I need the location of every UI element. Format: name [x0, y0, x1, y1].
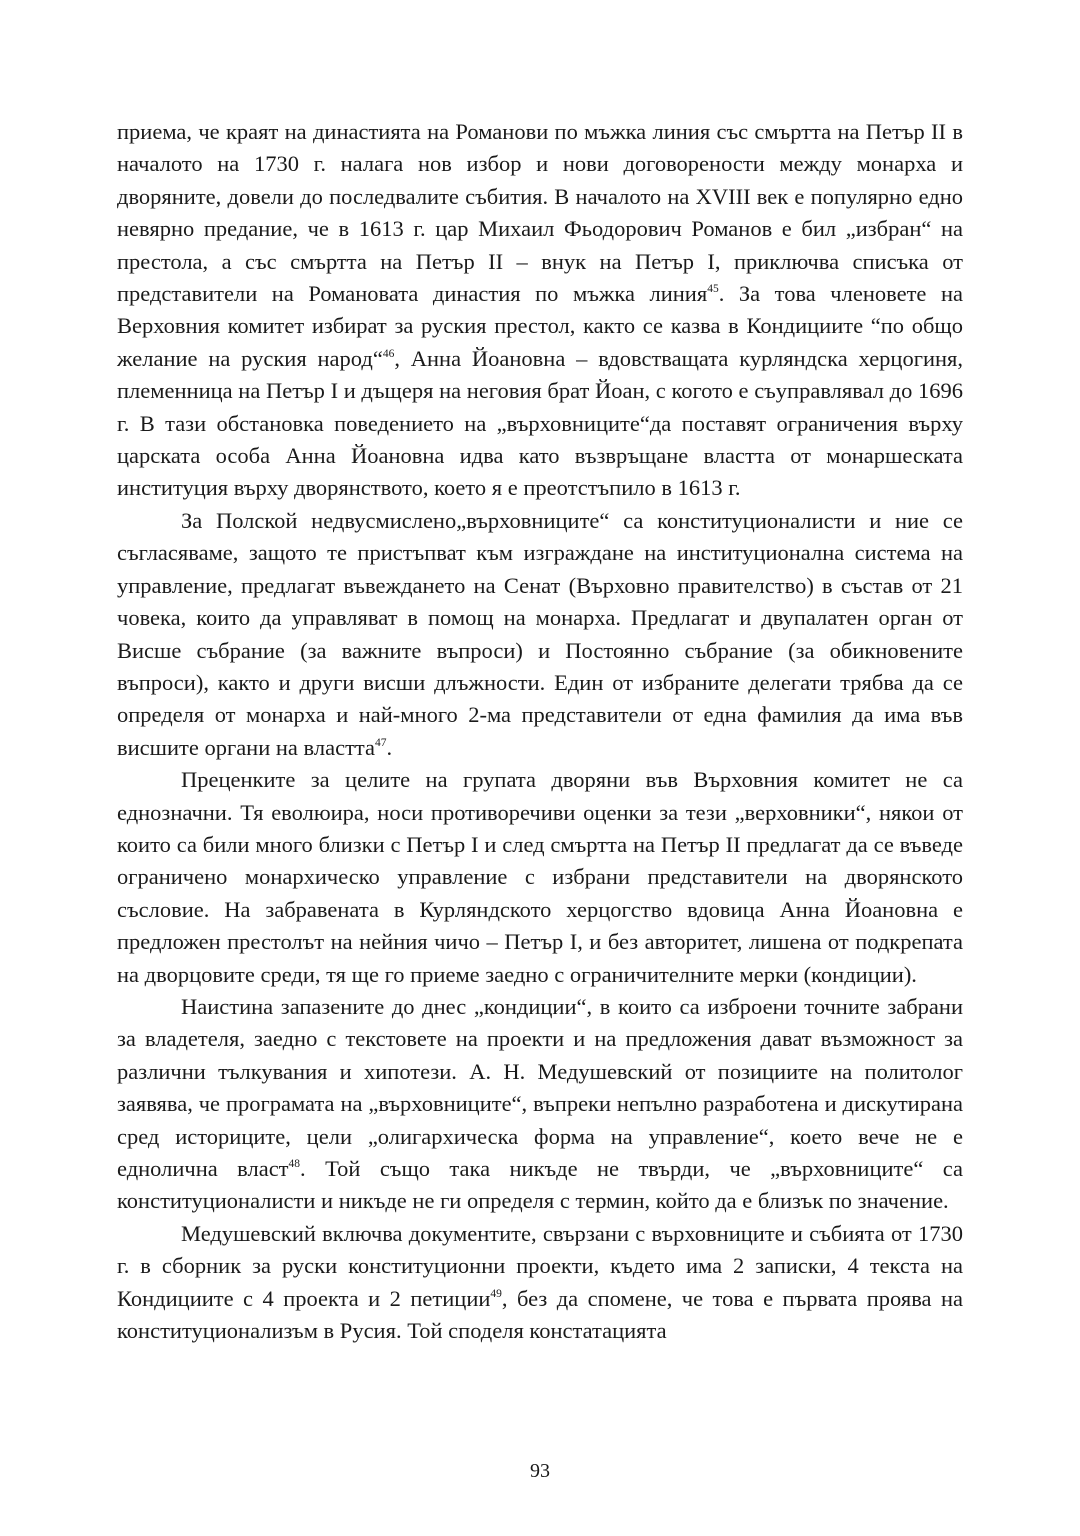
paragraph-text: . За това членовете на Верховния комитет избират за руския престол, както се казва в Кондициите “по общо желание на руския народ“: [117, 281, 963, 371]
paragraph-text: . Той също така никъде не твърди, че „върховниците“ са конституционалисти и никъде не ги определя с термин, който да е близък по значение.: [117, 1156, 964, 1214]
paragraph-text: , Анна Йоановна – вдовстващата курляндска херцогиня, племенница на Петър I и дъщеря на неговия брат Йоан, с когото е съуправлявал до 1696 г. В тази обстановка поведението на „върховниците“да поставят ограничения върху царската особа Анна Йоановна идва като възвръщане властта от монаршеската институция върху дворянството, което я е преотстъпило в 1613 г.: [117, 345, 964, 501]
paragraph: [117, 116, 963, 505]
footnote-ref[interactable]: 49: [490, 1287, 502, 1300]
paragraph-text: , без да спомене, че това е първата проява на конституционализъм в Русия. Той споделя констатацията: [117, 1285, 963, 1344]
paragraph-text: Преценките за целите на групата дворяни във Върховния комитет не са еднозначни. Тя еволюира, носи противоречиви оценки за тези „верховники“, някои от които са били много близки с Петър I и след смъртта на Петър II предлагат да се въведе ограничено монархическо управление с избрани представители на дворянското съсловие. На забравената в Курляндското херцогство вдовица Анна Йоановна е предложен престолът на нейния чичо – Петър I, и без авторитет, лишена от подкрепата на дворцовите среди, тя ще го приеме заедно с ограничителните мерки (кондиции).: [117, 767, 963, 987]
paragraph: [117, 991, 963, 1218]
footnote-ref[interactable]: 46: [382, 347, 395, 360]
paragraph-text: За Полской недвусмислено„върховниците“ са конституционалисти и ние се съгласяваме, защото те пристъпват към изграждане на институционална система на управление, предлагат въвеждането на Сенат (Върховно правителство) в състав от 21 човека, които да управляват в помощ на монарха. Предлагат и двупалатен орган от Висше събрание (за важните въпроси) и Постоянно събрание (за обикновените въпроси), както и други висши длъжности. Един от избраните делегати трябва да се определя от монарха и най-много 2-ма представители от една фамилия да има във висшите органи на властта: [117, 507, 963, 760]
paragraph: [117, 1218, 963, 1348]
paragraph: [117, 764, 963, 991]
page-number: 93: [530, 1460, 550, 1482]
paragraph-text: .: [386, 734, 393, 760]
paragraph-text: приема, че краят на династията на Романови по мъжка линия със смъртта на Петър II в началото на 1730 г. налага нов избор и нови договорености между монарха и дворяните, довели до последвалите събития. В началото на XVIII век е популярно едно невярно предание, че в 1613 г. цар Михаил Фьодорович Романов е бил „избран“ на престола, а със смъртта на Петър II – внук на Петър I, приключва списъка от представители на Романовата династия по мъжка линия: [117, 119, 963, 307]
footnote-ref[interactable]: 45: [707, 283, 719, 296]
paragraph-text: Наистина запазените до днес „кондиции“, в които са изброени точните забрани за владетеля, заедно с текстовете на проекти и на предложения дават възможност за различни тълкувания и хипотези. А. Н. Медушевский от позициите на политолог заявява, че програмата на „върховниците“, въпреки непълно разработена и дискутирана сред историците, цели „олигархическа форма на управление“, което вече не е еднолична власт: [117, 993, 963, 1181]
footnote-ref[interactable]: 48: [288, 1158, 301, 1170]
paragraph-text: Медушевский включва документите, свързани с върховниците и събията от 1730 г. в сборник за руски конституционни проекти, където има 2 записки, 4 текста на Кондициите с 4 проекта и 2 петиции: [117, 1220, 963, 1311]
footnote-ref[interactable]: 47: [375, 736, 387, 749]
paragraph: [117, 505, 963, 764]
page-body: [117, 116, 963, 1347]
